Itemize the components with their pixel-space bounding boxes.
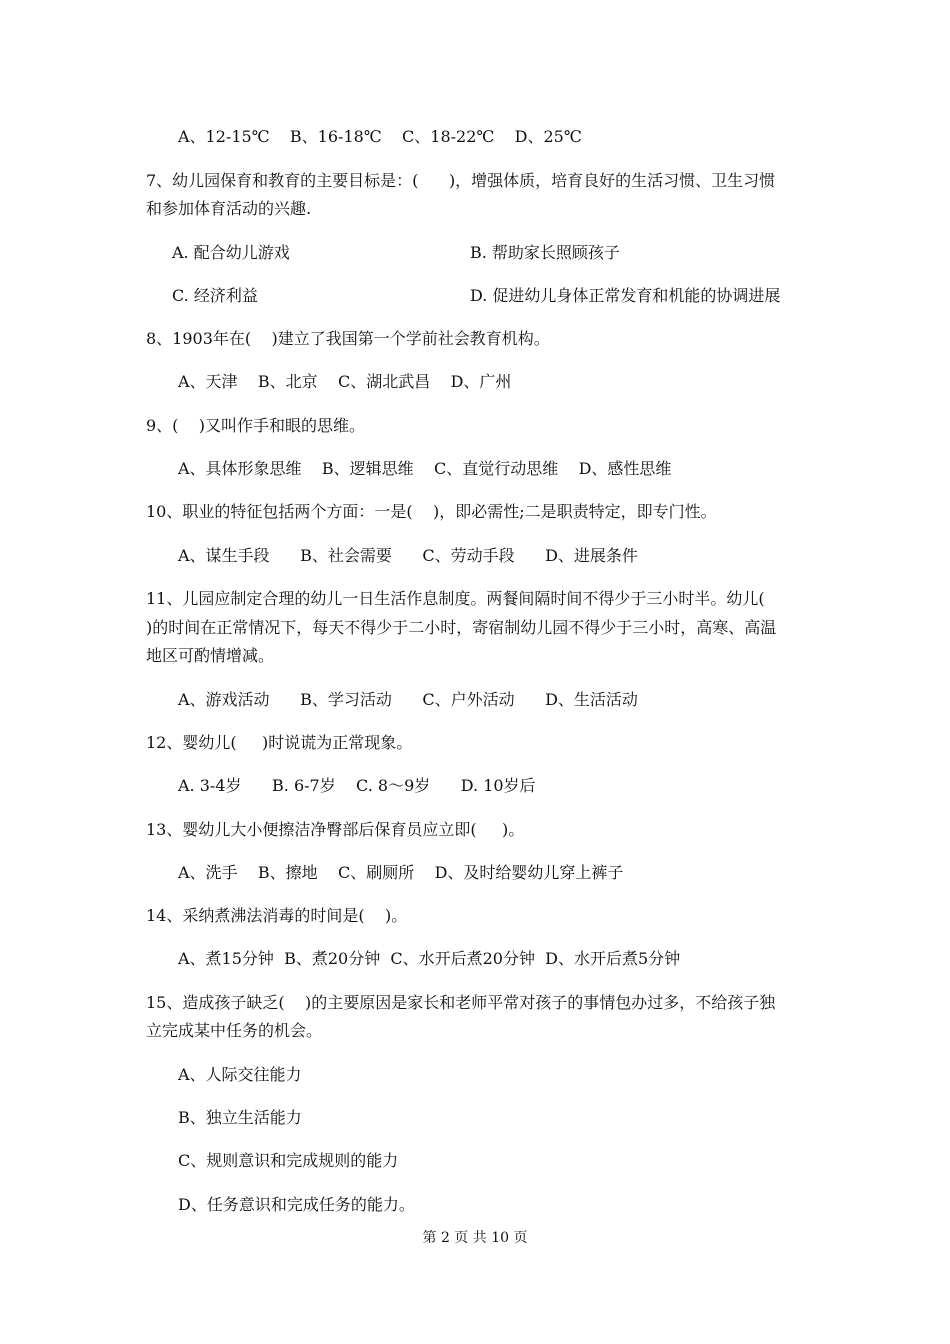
q15-option-a: A、人际交往能力: [178, 1065, 302, 1084]
q8-options: A、天津 B、北京 C、湖北武昌 D、广州: [178, 372, 512, 391]
q9-text: 9、( )又叫作手和眼的思维。: [146, 416, 366, 435]
q14-options: A、煮15分钟 B、煮20分钟 C、水开后煮20分钟 D、水开后煮5分钟: [178, 949, 681, 968]
q13-options: A、洗手 B、擦地 C、刷厕所 D、及时给婴幼儿穿上裤子: [178, 863, 624, 882]
q11-text-line3: 地区可酌情增减。: [146, 646, 275, 665]
q7-option-c: C. 经济利益: [172, 286, 258, 305]
q7-text-line2: 和参加体育活动的兴趣.: [146, 199, 312, 218]
q10-text: 10、职业的特征包括两个方面：一是( )，即必需性;二是职责特定，即专门性。: [146, 502, 717, 521]
q15-option-d: D、任务意识和完成任务的能力。: [178, 1195, 415, 1214]
q7-text-line1: 7、幼儿园保育和教育的主要目标是：( )，增强体质，培育良好的生活习惯、卫生习惯: [146, 171, 776, 190]
q12-text: 12、婴幼儿( )时说谎为正常现象。: [146, 733, 413, 752]
q10-options: A、谋生手段 B、社会需要 C、劳动手段 D、进展条件: [178, 546, 638, 565]
q8-text: 8、1903年在( )建立了我国第一个学前社会教育机构。: [146, 329, 550, 348]
q9-options: A、具体形象思维 B、逻辑思维 C、直觉行动思维 D、感性思维: [178, 459, 672, 478]
q14-text: 14、采纳煮沸法消毒的时间是( )。: [146, 906, 408, 925]
page-number-footer: 第 2 页 共 10 页: [422, 1230, 528, 1246]
q7-option-b: B. 帮助家长照顾孩子: [470, 243, 620, 262]
q12-options: A. 3-4岁 B. 6-7岁 C. 8～9岁 D. 10岁后: [178, 776, 536, 795]
q11-text-line2: )的时间在正常情况下，每天不得少于二小时，寄宿制幼儿园不得少于三小时，高寒、高温: [146, 618, 777, 637]
q6-options: A、12-15℃ B、16-18℃ C、18-22℃ D、25℃: [178, 127, 582, 146]
q11-options: A、游戏活动 B、学习活动 C、户外活动 D、生活活动: [178, 690, 638, 709]
q15-text-line2: 立完成某中任务的机会。: [146, 1021, 323, 1040]
q15-text-line1: 15、造成孩子缺乏( )的主要原因是家长和老师平常对孩子的事情包办过多，不给孩子独: [146, 993, 776, 1012]
q15-option-b: B、独立生活能力: [178, 1108, 302, 1127]
q7-option-a: A. 配合幼儿游戏: [172, 243, 290, 262]
q7-option-d: D. 促进幼儿身体正常发育和机能的协调进展: [470, 286, 781, 305]
q13-text: 13、婴幼儿大小便擦洁净臀部后保育员应立即( )。: [146, 820, 525, 839]
q15-option-c: C、规则意识和完成规则的能力: [178, 1151, 399, 1170]
q11-text-line1: 11、儿园应制定合理的幼儿一日生活作息制度。两餐间隔时间不得少于三小时半。幼儿(: [146, 589, 765, 608]
